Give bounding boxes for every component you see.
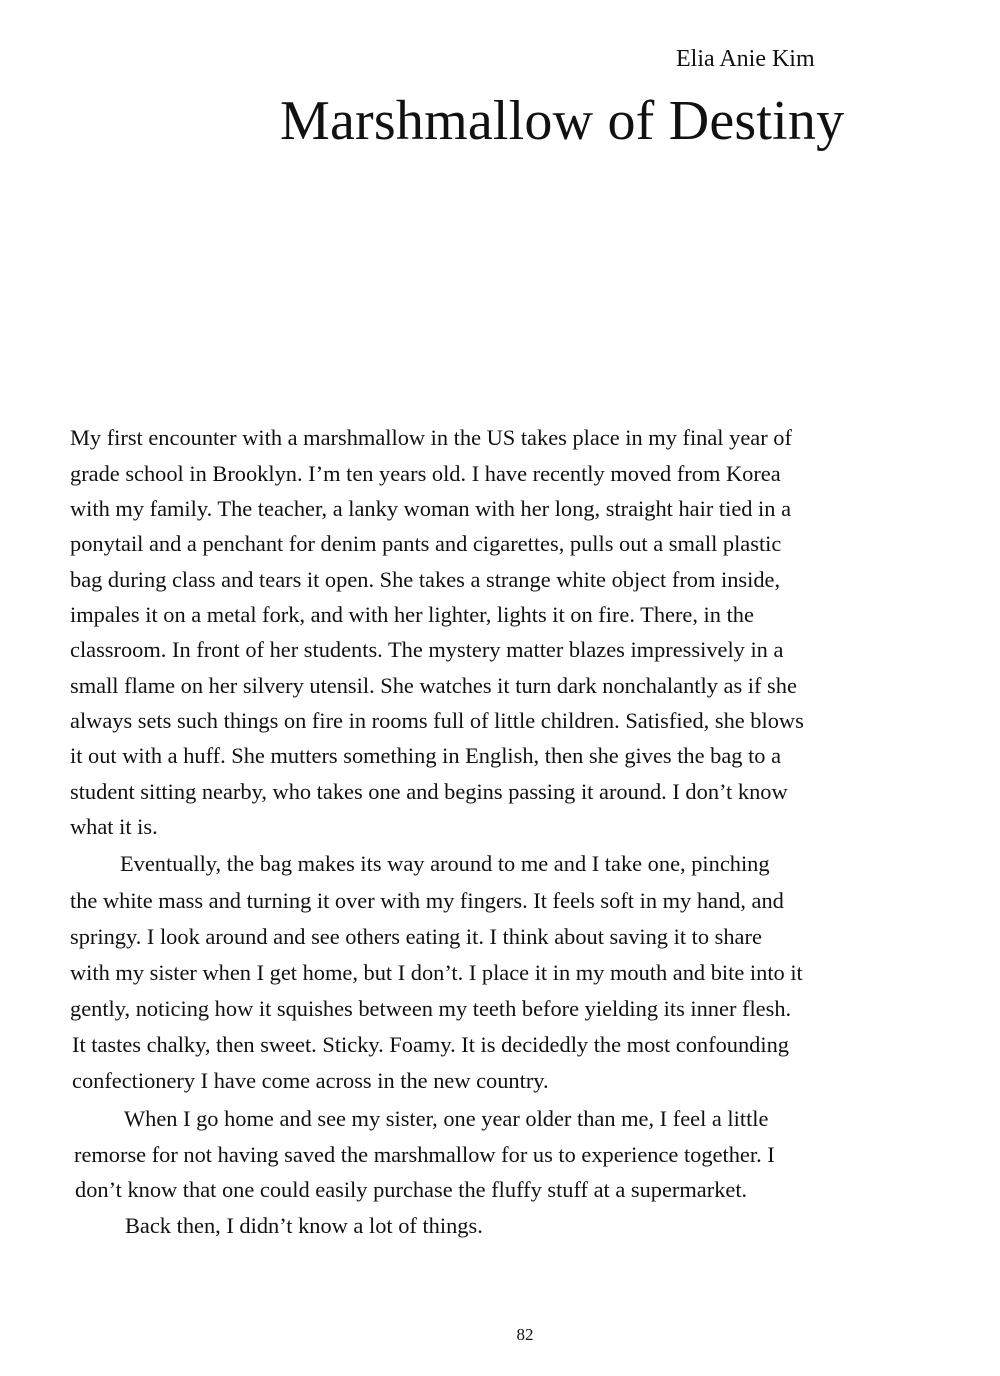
story-title: Marshmallow of Destiny	[280, 90, 845, 152]
page-number: 82	[516, 1325, 534, 1344]
text-line: bag during class and tears it open. She takes a strange white object from inside,	[70, 567, 781, 592]
text-line: ponytail and a penchant for denim pants and cigarettes, pulls out a small plastic	[70, 531, 782, 556]
text-line: grade school in Brooklyn. I’m ten years old. I have recently moved from Korea	[70, 461, 781, 486]
text-line: it out with a huff. She mutters something in English, then she gives the bag to a	[70, 743, 782, 768]
text-line: the white mass and turning it over with my fingers. It feels soft in my hand, and	[70, 888, 784, 913]
text-line: what it is.	[70, 814, 158, 839]
text-line: Back then, I didn’t know a lot of things.	[125, 1213, 483, 1238]
text-line: Eventually, the bag makes its way around to me and I take one, pinching	[120, 851, 770, 876]
text-line: with my sister when I get home, but I don’t. I place it in my mouth and bite into it	[70, 960, 803, 985]
text-line: When I go home and see my sister, one year older than me, I feel a little	[124, 1106, 769, 1131]
text-line: impales it on a metal fork, and with her lighter, lights it on fire. There, in the	[70, 602, 754, 627]
text-line: It tastes chalky, then sweet. Sticky. Foamy. It is decidedly the most confounding	[72, 1032, 789, 1057]
text-line: My first encounter with a marshmallow in the US takes place in my final year of	[70, 425, 792, 450]
text-line: student sitting nearby, who takes one and begins passing it around. I don’t know	[70, 779, 788, 804]
text-line: don’t know that one could easily purchase the fluffy stuff at a supermarket.	[75, 1177, 748, 1202]
author-name: Elia Anie Kim	[676, 46, 815, 72]
text-line: small flame on her silvery utensil. She watches it turn dark nonchalantly as if she	[70, 673, 797, 698]
text-line: classroom. In front of her students. The mystery matter blazes impressively in a	[70, 637, 784, 662]
text-line: remorse for not having saved the marshmallow for us to experience together. I	[74, 1142, 775, 1167]
text-line: gently, noticing how it squishes between my teeth before yielding its inner flesh.	[70, 996, 792, 1021]
text-line: springy. I look around and see others eating it. I think about saving it to share	[70, 924, 762, 949]
text-line: with my family. The teacher, a lanky woman with her long, straight hair tied in a	[70, 496, 792, 521]
text-line: always sets such things on fire in rooms full of little children. Satisfied, she blows	[70, 708, 804, 733]
text-line: confectionery I have come across in the new country.	[72, 1068, 549, 1093]
